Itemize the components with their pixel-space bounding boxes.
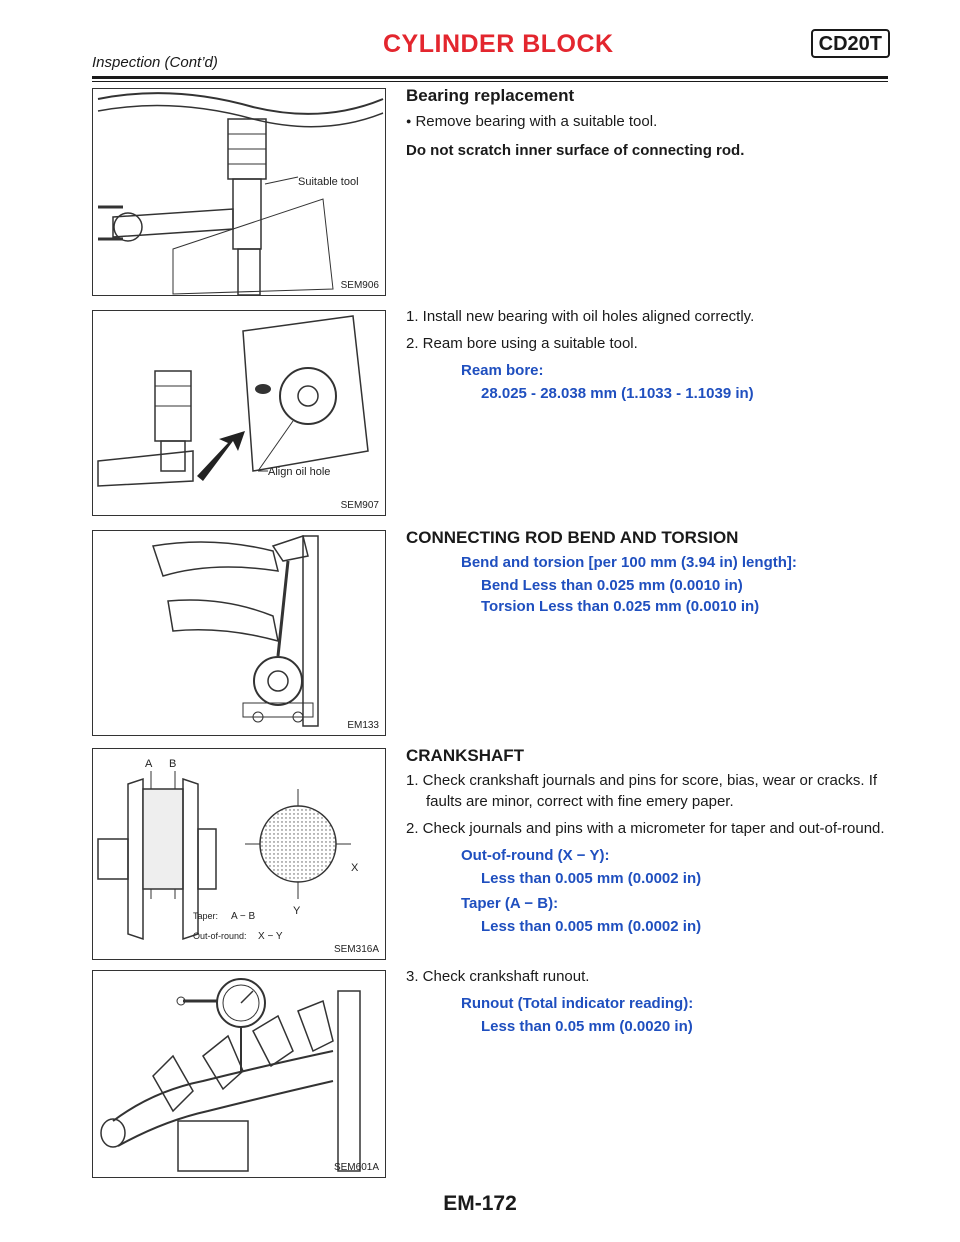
bullet-item: ● Remove bearing with a suitable tool. [406,111,888,134]
step-text: 3. Check crankshaft runout. [406,968,590,985]
spec-value: Less than 0.05 mm (0.0020 in) [481,1018,693,1035]
legend-taper: Taper: [193,911,219,921]
step-text: 2. Check journals and pins with a micrometer for taper and out-of-round. [406,820,885,837]
legend-out-of-round-formula: X − Y [258,931,283,942]
page-title: CYLINDER BLOCK [383,30,614,58]
section-crankshaft [406,746,888,937]
figure-code: EM133 [347,720,379,731]
warning-text: Do not scratch inner surface of connecting rod. [406,142,745,159]
bearing-removal-illustration [93,89,385,295]
figure-em133 [92,530,386,736]
spec-value: 28.025 - 28.038 mm (1.1033 - 1.1039 in) [481,385,754,402]
spec-label: Taper (A − B): [461,895,559,912]
label-a: A [145,758,153,770]
step-text: 1. Install new bearing with oil holes aligned correctly. [406,308,755,325]
spec-value: Less than 0.005 mm (0.0002 in) [481,870,702,887]
crankshaft-runout-illustration [93,971,385,1177]
section-heading: CRANKSHAFT [406,746,525,765]
callout-align-oil-hole: Align oil hole [268,466,331,478]
figure-sem316a [92,748,386,960]
rod-alignment-illustration [93,531,385,735]
spec-label: Bend and torsion [per 100 mm (3.94 in) length]: [461,554,797,571]
figure-code: SEM906 [340,280,379,291]
spec-label: Ream bore: [461,362,544,379]
engine-code-badge: CD20T [811,29,890,58]
page-subtitle: Inspection (Cont’d) [92,54,218,71]
section-bearing-replacement [406,86,888,161]
section-install-ream [406,306,888,404]
figure-code: SEM907 [340,500,379,511]
spec-value-torsion: Torsion Less than 0.025 mm (0.0010 in) [481,598,760,615]
section-heading: Bearing replacement [406,86,575,105]
section-rod-bend-torsion [406,528,888,617]
label-b: B [169,758,177,770]
figure-code: SEM601A [333,1162,379,1173]
label-y: Y [293,905,301,917]
legend-out-of-round: Out-of-round: [193,931,247,941]
header-rule-thin [92,81,888,82]
spec-label: Runout (Total indicator reading): [461,995,694,1012]
spec-label: Out-of-round (X − Y): [461,847,610,864]
figure-sem906 [92,88,386,296]
section-runout [406,966,888,1037]
label-x: X [351,862,359,874]
ream-bore-illustration [93,311,385,515]
figure-code: SEM316A [333,944,379,955]
step-text: 1. Check crankshaft journals and pins for score, bias, wear or cracks. If faults are minor, correct with fine emery paper. [406,772,878,810]
figure-sem601a [92,970,386,1178]
figure-sem907 [92,310,386,516]
spec-value-bend: Bend Less than 0.025 mm (0.0010 in) [481,577,743,594]
spec-value: Less than 0.005 mm (0.0002 in) [481,918,702,935]
callout-suitable-tool: Suitable tool [298,176,359,188]
header-rule [92,76,888,79]
legend-taper-formula: A − B [231,911,256,922]
step-text: 2. Ream bore using a suitable tool. [406,335,638,352]
taper-out-of-round-diagram [93,749,385,959]
page-number: EM-172 [443,1192,517,1215]
section-heading: CONNECTING ROD BEND AND TORSION [406,528,739,547]
